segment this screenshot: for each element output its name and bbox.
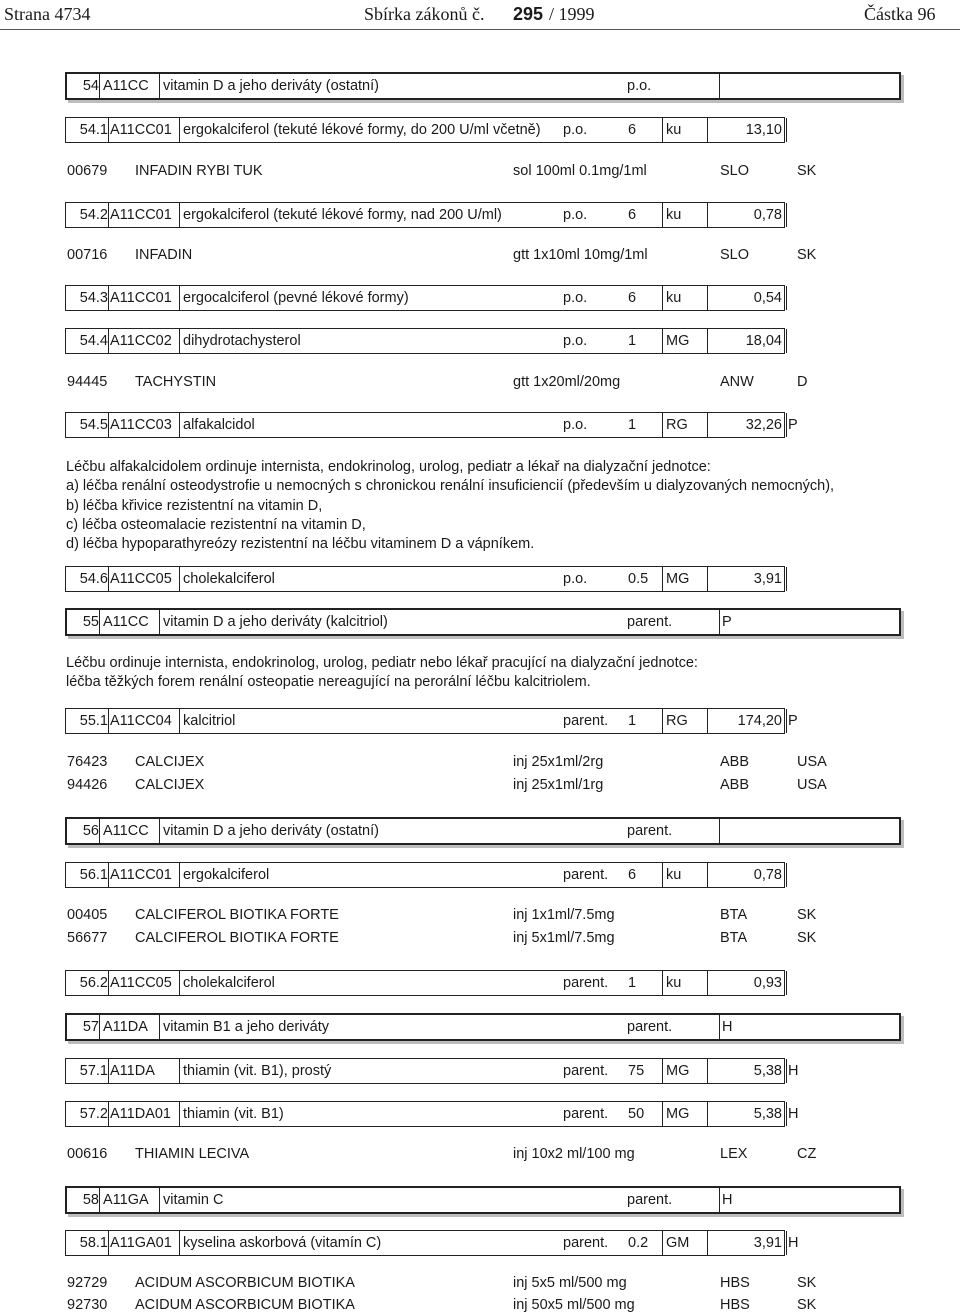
- cell-route: parent.: [563, 1106, 609, 1122]
- cell-price: 18,04: [745, 333, 782, 349]
- cell-name: kyselina askorbová (vitamín C): [183, 1235, 382, 1251]
- cell-qty: 6: [628, 290, 637, 306]
- cell-name: alfakalcidol: [183, 417, 255, 433]
- product-name: CALCIJEX: [135, 777, 205, 793]
- product-form: inj 25x1ml/2rg: [513, 754, 604, 770]
- product-code: 76423: [67, 754, 108, 770]
- column-divider: [662, 203, 663, 227]
- cell-note: [788, 118, 818, 142]
- group-header-row: [65, 72, 901, 100]
- cell-route: p.o.: [563, 333, 588, 349]
- cell-price: 0,78: [753, 867, 782, 883]
- product-country: D: [797, 374, 808, 390]
- column-divider: [108, 413, 109, 437]
- cell-atc: A11CC: [103, 614, 149, 630]
- cell-atc: A11CC04: [110, 713, 172, 729]
- cell-id: 55: [82, 614, 99, 630]
- cell-unit: MG: [666, 571, 690, 587]
- product-row: [65, 754, 825, 774]
- product-code: 00405: [67, 907, 108, 923]
- product-row: [65, 374, 825, 394]
- cell-id: 57.1: [79, 1063, 108, 1079]
- product-name: ACIDUM ASCORBICUM BIOTIKA: [135, 1275, 355, 1291]
- cell-route: parent.: [627, 614, 673, 630]
- cell-atc: A11GA01: [110, 1235, 172, 1251]
- column-divider: [662, 567, 663, 591]
- cell-atc: A11CC05: [110, 975, 172, 991]
- cell-id: 54.2: [79, 207, 108, 223]
- subgroup-row: [65, 1101, 799, 1127]
- cell-atc: A11CC01: [110, 207, 172, 223]
- cell-note: P: [788, 417, 798, 433]
- cell-unit: ku: [666, 290, 682, 306]
- subgroup-row: [65, 285, 785, 311]
- note-line: Léčbu alfakalcidolem ordinuje internista, endokrinolog, urolog, pediatr a lékař na dialyzační jednotce:: [66, 459, 711, 475]
- cell-qty: 6: [628, 867, 637, 883]
- product-maker: ANW: [720, 374, 754, 390]
- column-divider: [108, 1102, 109, 1126]
- group-header-row: [65, 1186, 901, 1214]
- cell-atc: A11CC03: [110, 417, 172, 433]
- cell-unit: RG: [666, 713, 688, 729]
- cell-route: parent.: [563, 1235, 609, 1251]
- column-divider: [662, 329, 663, 353]
- cell-atc: A11CC01: [110, 122, 172, 138]
- product-country: SK: [797, 907, 817, 923]
- cell-note: H: [722, 1019, 733, 1035]
- cell-note: [788, 203, 818, 227]
- cell-name: ergokalciferol (tekuté lékové formy, nad 200 U/ml): [183, 207, 502, 223]
- cell-qty: 0.2: [628, 1235, 649, 1251]
- product-maker: ABB: [720, 754, 750, 770]
- cell-unit: RG: [666, 417, 688, 433]
- product-code: 00616: [67, 1146, 108, 1162]
- product-form: inj 5x1ml/7.5mg: [513, 930, 615, 946]
- product-code: 94445: [67, 374, 108, 390]
- product-row: [65, 247, 825, 267]
- cell-name: thiamin (vit. B1): [183, 1106, 284, 1122]
- column-divider: [786, 567, 787, 591]
- product-row: [65, 777, 825, 797]
- column-divider: [99, 610, 100, 634]
- product-name: THIAMIN LECIVA: [135, 1146, 250, 1162]
- product-row: [65, 1275, 825, 1295]
- column-divider: [662, 971, 663, 995]
- cell-price: 0,78: [753, 207, 782, 223]
- cell-price: 0,54: [753, 290, 782, 306]
- cell-name: cholekalciferol: [183, 571, 275, 587]
- cell-price: 3,91: [753, 1235, 782, 1251]
- group-header-row: [65, 608, 901, 636]
- cell-note: H: [788, 1106, 799, 1122]
- product-maker: BTA: [720, 907, 748, 923]
- cell-unit: MG: [666, 333, 690, 349]
- cell-atc: A11DA01: [110, 1106, 171, 1122]
- product-row: [65, 930, 825, 950]
- product-form: inj 25x1ml/1rg: [513, 777, 604, 793]
- column-divider: [108, 863, 109, 887]
- column-divider: [662, 709, 663, 733]
- subgroup-row: [65, 862, 785, 888]
- cell-id: 58: [82, 1192, 99, 1208]
- page-header: [0, 0, 960, 30]
- column-divider: [108, 567, 109, 591]
- cell-name: vitamin D a jeho deriváty (ostatní): [163, 78, 379, 94]
- cell-id: 55.1: [79, 713, 108, 729]
- column-divider: [108, 1231, 109, 1255]
- product-code: 92730: [67, 1297, 108, 1313]
- note-line: b) léčba křivice rezistentní na vitamin D,: [66, 497, 323, 514]
- cell-atc: A11CC05: [110, 571, 172, 587]
- product-name: INFADIN RYBI TUK: [135, 163, 263, 179]
- cell-qty: 6: [628, 207, 637, 223]
- product-maker: BTA: [720, 930, 748, 946]
- cell-qty: 1: [628, 713, 637, 729]
- cell-id: 54.5: [79, 417, 108, 433]
- product-form: inj 10x2 ml/100 mg: [513, 1146, 635, 1162]
- cell-name: dihydrotachysterol: [183, 333, 301, 349]
- group-header-row: [65, 1013, 901, 1041]
- subgroup-row: [65, 117, 785, 143]
- cell-id: 54.3: [79, 290, 108, 306]
- cell-route: parent.: [563, 1063, 609, 1079]
- cell-note: P: [788, 713, 798, 729]
- group-header-row: [65, 817, 901, 845]
- note-line: a) léčba renální osteodystrofie u nemocných s chronickou renální insuficiencií (především u dialyzovaných nemocných),: [66, 478, 835, 495]
- column-divider: [662, 1231, 663, 1255]
- product-name: TACHYSTIN: [135, 374, 217, 390]
- product-form: inj 50x5 ml/500 mg: [513, 1297, 635, 1313]
- note-line: c) léčba osteomalacie rezistentní na vitamin D,: [66, 516, 366, 533]
- cell-route: parent.: [627, 1019, 673, 1035]
- cell-id: 57.2: [79, 1106, 108, 1122]
- product-country: SK: [797, 1297, 817, 1313]
- column-divider: [786, 118, 787, 142]
- column-divider: [108, 1059, 109, 1083]
- cell-id: 56.2: [79, 975, 108, 991]
- cell-name: vitamin D a jeho deriváty (ostatní): [163, 823, 379, 839]
- cell-price: 0,93: [753, 975, 782, 991]
- product-country: CZ: [797, 1146, 817, 1162]
- cell-qty: 1: [628, 417, 637, 433]
- cell-qty: 6: [628, 122, 637, 138]
- column-divider: [662, 1059, 663, 1083]
- cell-name: vitamin B1 a jeho deriváty: [163, 1019, 330, 1035]
- issue-part: Částka 96: [864, 4, 936, 24]
- cell-note: H: [788, 1235, 799, 1251]
- product-form: gtt 1x10ml 10mg/1ml: [513, 247, 648, 263]
- cell-id: 56: [82, 823, 99, 839]
- product-country: USA: [797, 777, 827, 793]
- cell-route: p.o.: [563, 207, 588, 223]
- subgroup-row: [65, 412, 798, 438]
- cell-id: 54: [82, 78, 99, 94]
- cell-id: 54.4: [79, 333, 108, 349]
- column-divider: [786, 1102, 787, 1126]
- cell-atc: A11GA: [103, 1192, 149, 1208]
- cell-name: ergokalciferol: [183, 867, 270, 883]
- cell-name: thiamin (vit. B1), prostý: [183, 1063, 332, 1079]
- cell-atc: A11DA: [110, 1063, 155, 1079]
- cell-price: 5,38: [753, 1106, 782, 1122]
- column-divider: [786, 286, 787, 310]
- product-form: gtt 1x20ml/20mg: [513, 374, 621, 390]
- column-divider: [786, 709, 787, 733]
- product-code: 92729: [67, 1275, 108, 1291]
- subgroup-row: [65, 1230, 799, 1256]
- product-maker: HBS: [720, 1275, 750, 1291]
- product-country: SK: [797, 930, 817, 946]
- product-name: CALCIJEX: [135, 754, 205, 770]
- column-divider: [786, 1059, 787, 1083]
- cell-route: parent.: [563, 975, 609, 991]
- indication-note: [66, 654, 926, 693]
- cell-name: vitamin D a jeho deriváty (kalcitriol): [163, 614, 388, 630]
- product-maker: HBS: [720, 1297, 750, 1313]
- column-divider: [786, 413, 787, 437]
- product-row: [65, 1146, 825, 1166]
- indication-note: [66, 458, 926, 554]
- cell-qty: 1: [628, 333, 637, 349]
- product-code: 00679: [67, 163, 108, 179]
- column-divider: [662, 863, 663, 887]
- cell-qty: 1: [628, 975, 637, 991]
- cell-price: 3,91: [753, 571, 782, 587]
- cell-name: kalcitriol: [183, 713, 236, 729]
- cell-price: 13,10: [745, 122, 782, 138]
- cell-qty: 75: [628, 1063, 645, 1079]
- cell-id: 58.1: [79, 1235, 108, 1251]
- column-divider: [108, 709, 109, 733]
- product-code: 56677: [67, 930, 108, 946]
- product-row: [65, 163, 825, 183]
- cell-qty: 0.5: [628, 571, 649, 587]
- subgroup-row: [65, 566, 785, 592]
- product-name: CALCIFEROL BIOTIKA FORTE: [135, 907, 339, 923]
- product-country: SK: [797, 163, 817, 179]
- cell-unit: ku: [666, 975, 682, 991]
- cell-name: ergocalciferol (pevné lékové formy): [183, 290, 409, 306]
- column-divider: [719, 1015, 720, 1039]
- product-maker: ABB: [720, 777, 750, 793]
- page-number: Strana 4734: [4, 4, 91, 24]
- product-code: 00716: [67, 247, 108, 263]
- cell-atc: A11CC: [103, 78, 149, 94]
- cell-atc: A11CC01: [110, 290, 172, 306]
- cell-id: 54.1: [79, 122, 108, 138]
- cell-unit: MG: [666, 1106, 690, 1122]
- product-maker: SLO: [720, 163, 750, 179]
- column-divider: [99, 819, 100, 843]
- column-divider: [99, 1188, 100, 1212]
- cell-note: [788, 286, 818, 310]
- cell-price: 174,20: [737, 713, 782, 729]
- column-divider: [108, 203, 109, 227]
- subgroup-row: [65, 970, 785, 996]
- cell-unit: GM: [666, 1235, 690, 1251]
- product-row: [65, 907, 825, 927]
- collection-number: 295: [513, 4, 544, 24]
- cell-name: ergokalciferol (tekuté lékové formy, do 200 U/ml včetně): [183, 122, 541, 138]
- product-name: ACIDUM ASCORBICUM BIOTIKA: [135, 1297, 355, 1313]
- column-divider: [662, 413, 663, 437]
- column-divider: [99, 74, 100, 98]
- product-code: 94426: [67, 777, 108, 793]
- column-divider: [719, 819, 720, 843]
- cell-atc: A11CC: [103, 823, 149, 839]
- product-country: SK: [797, 247, 817, 263]
- column-divider: [662, 1102, 663, 1126]
- cell-note: [722, 819, 762, 843]
- product-maker: SLO: [720, 247, 750, 263]
- note-line: léčba těžkých forem renální osteopatie nereagující na perorální léčbu kalcitriolem.: [66, 674, 591, 691]
- product-row: [65, 1297, 825, 1316]
- cell-route: parent.: [627, 823, 673, 839]
- cell-unit: ku: [666, 122, 682, 138]
- subgroup-row: [65, 328, 785, 354]
- product-country: USA: [797, 754, 827, 770]
- cell-id: 56.1: [79, 867, 108, 883]
- cell-route: p.o.: [563, 571, 588, 587]
- product-form: sol 100ml 0.1mg/1ml: [513, 163, 647, 179]
- cell-note: [788, 567, 818, 591]
- product-maker: LEX: [720, 1146, 748, 1162]
- cell-atc: A11CC01: [110, 867, 172, 883]
- column-divider: [786, 203, 787, 227]
- note-line: d) léčba hypoparathyreózy rezistentní na léčbu vitaminem D a vápníkem.: [66, 536, 535, 553]
- column-divider: [662, 286, 663, 310]
- column-divider: [108, 971, 109, 995]
- cell-note: H: [788, 1063, 799, 1079]
- subgroup-row: [65, 708, 798, 734]
- cell-price: 32,26: [745, 417, 782, 433]
- product-form: inj 1x1ml/7.5mg: [513, 907, 615, 923]
- cell-unit: ku: [666, 867, 682, 883]
- cell-qty: 50: [628, 1106, 645, 1122]
- subgroup-row: [65, 1058, 799, 1084]
- column-divider: [108, 329, 109, 353]
- column-divider: [719, 74, 720, 98]
- collection-year: / 1999: [549, 4, 595, 24]
- column-divider: [786, 329, 787, 353]
- subgroup-row: [65, 202, 785, 228]
- column-divider: [786, 971, 787, 995]
- product-name: INFADIN: [135, 247, 193, 263]
- cell-unit: ku: [666, 207, 682, 223]
- cell-unit: MG: [666, 1063, 690, 1079]
- note-line: Léčbu ordinuje internista, endokrinolog, urolog, pediatr nebo lékař pracující na dialyzační jednotce:: [66, 655, 698, 671]
- collection-title: Sbírka zákonů č.: [364, 4, 485, 24]
- cell-route: p.o.: [563, 290, 588, 306]
- product-name: CALCIFEROL BIOTIKA FORTE: [135, 930, 339, 946]
- cell-id: 57: [82, 1019, 99, 1035]
- column-divider: [719, 610, 720, 634]
- cell-note: [788, 329, 818, 353]
- cell-route: p.o.: [627, 78, 652, 94]
- column-divider: [108, 286, 109, 310]
- cell-route: parent.: [627, 1192, 673, 1208]
- column-divider: [99, 1015, 100, 1039]
- cell-route: parent.: [563, 867, 609, 883]
- cell-route: p.o.: [563, 122, 588, 138]
- column-divider: [662, 118, 663, 142]
- cell-note: [788, 863, 818, 887]
- product-country: SK: [797, 1275, 817, 1291]
- cell-atc: A11DA: [103, 1019, 148, 1035]
- column-divider: [786, 1231, 787, 1255]
- cell-name: cholekalciferol: [183, 975, 275, 991]
- column-divider: [719, 1188, 720, 1212]
- cell-atc: A11CC02: [110, 333, 172, 349]
- cell-note: H: [722, 1192, 733, 1208]
- cell-id: 54.6: [79, 571, 108, 587]
- column-divider: [108, 118, 109, 142]
- cell-note: P: [722, 614, 732, 630]
- cell-name: vitamin C: [163, 1192, 224, 1208]
- cell-note: [788, 971, 818, 995]
- column-divider: [786, 863, 787, 887]
- product-form: inj 5x5 ml/500 mg: [513, 1275, 627, 1291]
- cell-route: parent.: [563, 713, 609, 729]
- cell-price: 5,38: [753, 1063, 782, 1079]
- cell-route: p.o.: [563, 417, 588, 433]
- cell-note: [722, 74, 762, 98]
